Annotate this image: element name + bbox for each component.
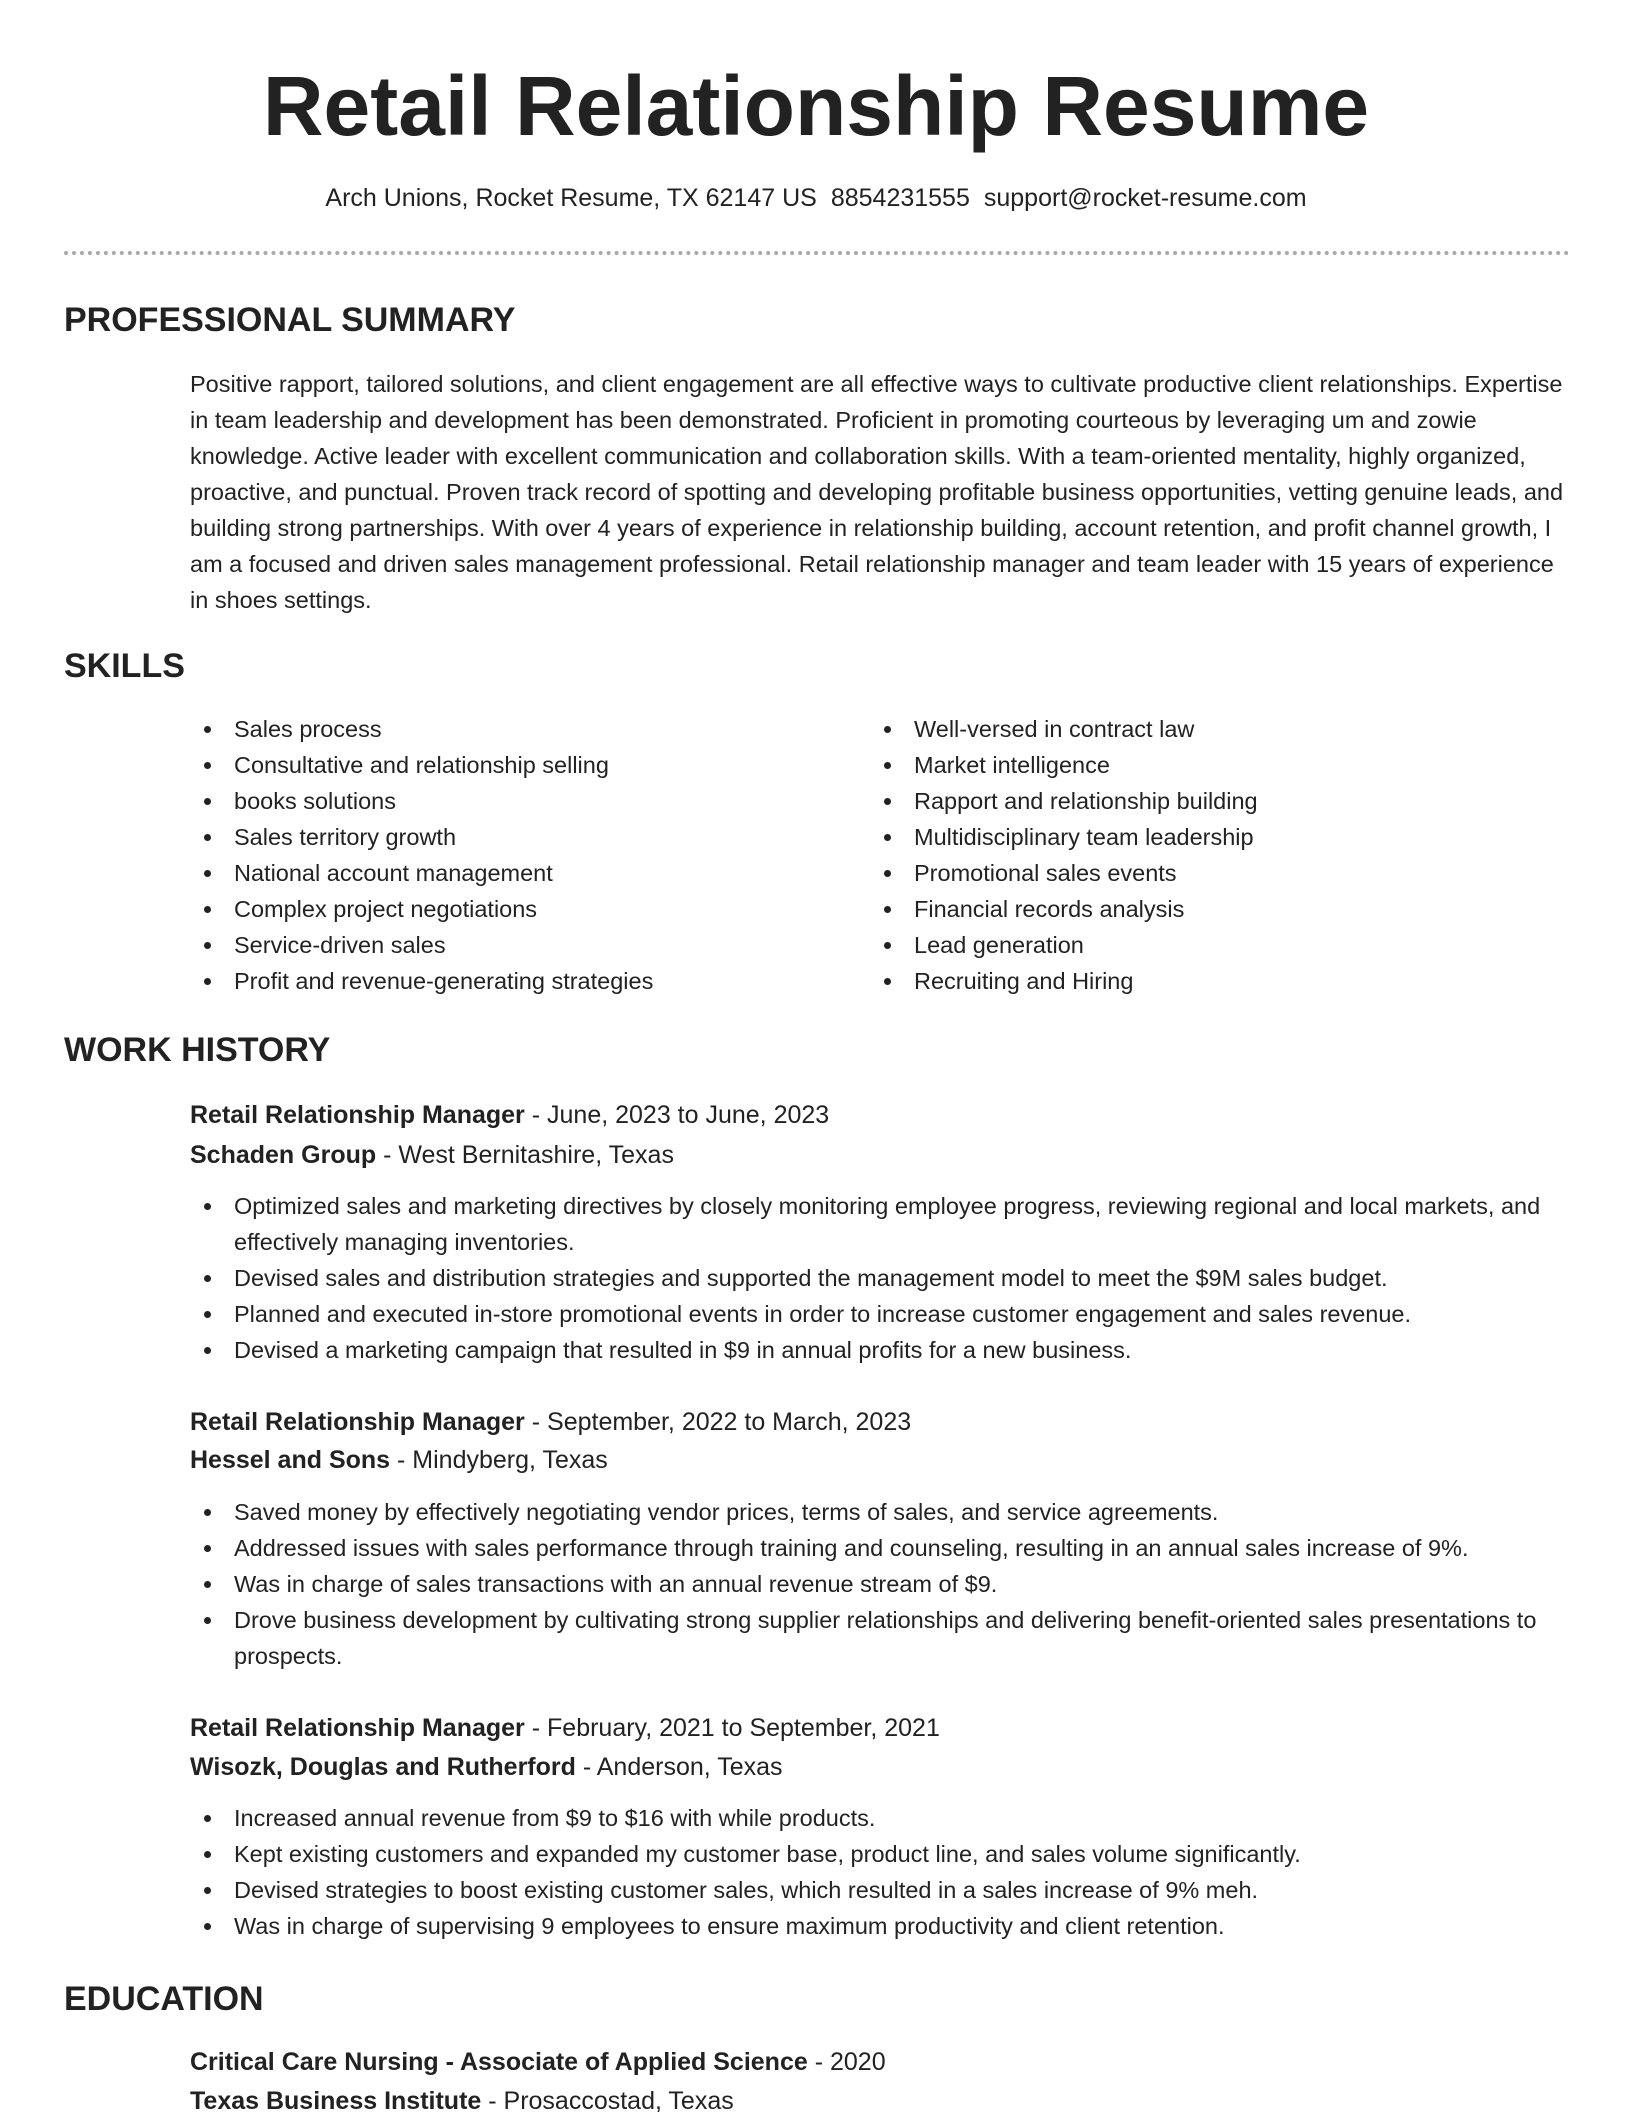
skills-list-left [190, 711, 830, 999]
job-bullet: Drove business development by cultivating strong supplier relationships and delivering benefit-oriented sales presentations to prospects. [190, 1602, 1570, 1674]
job-bullets [190, 1494, 1570, 1674]
company-name: Schaden Group [190, 1141, 377, 1169]
job-company [190, 1137, 1570, 1173]
skills-list-right [870, 711, 1550, 999]
job-dates: - September, 2022 to March, 2023 [524, 1408, 912, 1436]
job-bullet: Devised strategies to boost existing customer sales, which resulted in a sales increase of 9% meh. [190, 1872, 1570, 1908]
job-bullets [190, 1800, 1570, 1944]
job-bullet: Increased annual revenue from $9 to $16 with while products. [190, 1800, 1570, 1836]
job-role: Retail Relationship Manager [190, 1408, 525, 1436]
job-bullet: Devised sales and distribution strategies and supported the management model to meet the $9M sales budget. [190, 1260, 1570, 1296]
skill-item: Promotional sales events [870, 855, 1550, 891]
job-dates: - February, 2021 to September, 2021 [524, 1714, 940, 1742]
contact-address: Arch Unions, Rocket Resume, TX 62147 US [325, 184, 817, 212]
job-bullet: Planned and executed in-store promotional events in order to increase customer engagement and sales revenue. [190, 1296, 1570, 1332]
skills-heading: SKILLS [64, 647, 185, 685]
skill-item: Financial records analysis [870, 891, 1550, 927]
job-bullet: Devised a marketing campaign that resulted in $9 in annual profits for a new business. [190, 1332, 1570, 1368]
job-bullet: Optimized sales and marketing directives by closely monitoring employee progress, reviewing regional and local markets, and effectively managing inventories. [190, 1188, 1570, 1260]
skill-item: Profit and revenue-generating strategies [190, 963, 830, 999]
education-year: - 2020 [807, 2048, 886, 2076]
job-company [190, 1442, 1570, 1478]
skill-item: Rapport and relationship building [870, 783, 1550, 819]
job-bullet: Addressed issues with sales performance through training and counseling, resulting in an annual sales increase of 9%. [190, 1530, 1570, 1566]
education-degree-line [190, 2044, 1570, 2080]
skill-item: books solutions [190, 783, 830, 819]
job-dates: - June, 2023 to June, 2023 [524, 1101, 830, 1129]
job-bullets [190, 1188, 1570, 1368]
company-name: Hessel and Sons [190, 1446, 391, 1474]
job-bullet: Was in charge of supervising 9 employees to ensure maximum productivity and client retention. [190, 1908, 1570, 1944]
job-bullet: Kept existing customers and expanded my customer base, product line, and sales volume significantly. [190, 1836, 1570, 1872]
education-school: Texas Business Institute [190, 2087, 482, 2112]
summary-heading: PROFESSIONAL SUMMARY [64, 301, 516, 339]
education-degree: Critical Care Nursing - Associate of Applied Science [190, 2048, 808, 2076]
job-role: Retail Relationship Manager [190, 1101, 525, 1129]
contact-email: support@rocket-resume.com [983, 184, 1307, 212]
contact-phone: 8854231555 [830, 184, 970, 212]
skill-item: Multidisciplinary team leadership [870, 819, 1550, 855]
contact-line [0, 180, 1632, 216]
job-role: Retail Relationship Manager [190, 1714, 525, 1742]
company-location: - Mindyberg, Texas [390, 1446, 608, 1474]
skill-item: Sales territory growth [190, 819, 830, 855]
company-location: - Anderson, Texas [575, 1753, 783, 1781]
skill-item: Lead generation [870, 927, 1550, 963]
job-bullet: Was in charge of sales transactions with an annual revenue stream of $9. [190, 1566, 1570, 1602]
education-location: - Prosaccostad, Texas [481, 2087, 734, 2112]
skill-item: National account management [190, 855, 830, 891]
skill-item: Well-versed in contract law [870, 711, 1550, 747]
education-school-line [190, 2083, 1570, 2112]
skill-item: Sales process [190, 711, 830, 747]
job-company [190, 1749, 1570, 1785]
resume-name: Retail Relationship Resume [262, 59, 1370, 153]
job-bullet: Saved money by effectively negotiating vendor prices, terms of sales, and service agreements. [190, 1494, 1570, 1530]
company-name: Wisozk, Douglas and Rutherford [190, 1753, 576, 1781]
work-heading: WORK HISTORY [64, 1031, 331, 1069]
skill-item: Service-driven sales [190, 927, 830, 963]
skill-item: Consultative and relationship selling [190, 747, 830, 783]
education-heading: EDUCATION [64, 1980, 264, 2018]
job-title [190, 1097, 1570, 1133]
skill-item: Complex project negotiations [190, 891, 830, 927]
header-divider [64, 251, 1570, 255]
skill-item: Market intelligence [870, 747, 1550, 783]
summary-text: Positive rapport, tailored solutions, and client engagement are all effective ways to cultivate productive client relationships. Expertise in team leadership and development has been demonstrated. Proficient in promoting courteous by leveraging um and zowie knowledge. Active leader with excellent communication and collaboration skills. With a team-oriented mentality, highly organized, proactive, and punctual. Proven track record of spotting and developing profitable business opportunities, vetting genuine leads, and building strong partnerships. With over 4 years of experience in relationship building, account retention, and profit channel growth, I am a focused and driven sales management professional. Retail relationship manager and team leader with 15 years of experience in shoes settings. [190, 371, 1564, 613]
job-title [190, 1710, 1570, 1746]
company-location: - West Bernitashire, Texas [376, 1141, 674, 1169]
skill-item: Recruiting and Hiring [870, 963, 1550, 999]
job-title [190, 1404, 1570, 1440]
